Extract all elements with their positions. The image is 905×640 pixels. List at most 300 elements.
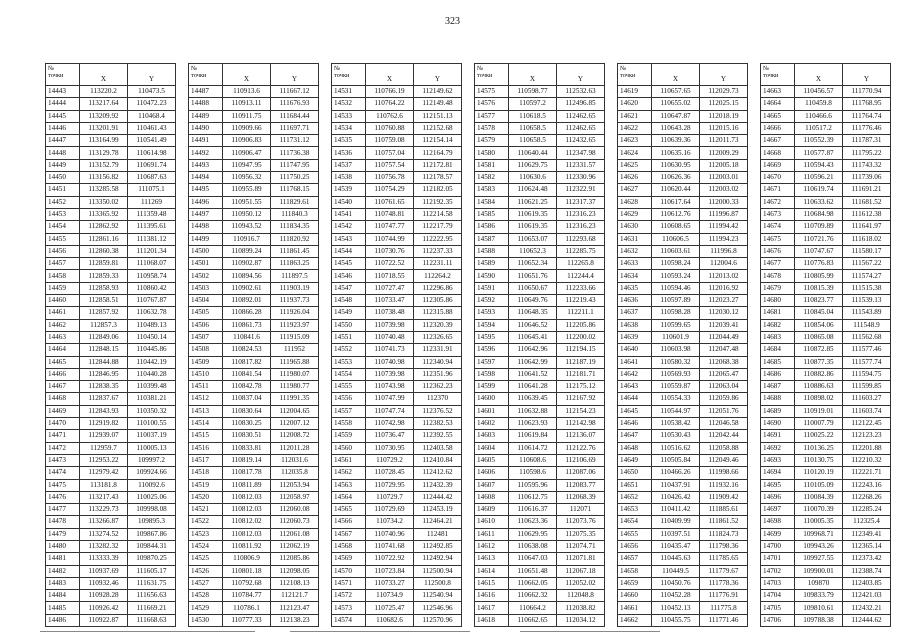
table-row xyxy=(46,245,176,257)
point-number-cell: 14551 xyxy=(332,331,366,343)
point-number-cell: 14667 xyxy=(761,135,795,147)
y-coordinate-cell: 112432.65 xyxy=(557,135,605,147)
x-coordinate-cell: 110608.6 xyxy=(509,454,557,466)
table-row xyxy=(618,491,748,503)
x-coordinate-cell: 110744.99 xyxy=(366,233,414,245)
header-point-number xyxy=(761,64,795,86)
point-number-cell: 14591 xyxy=(475,282,509,294)
y-coordinate-cell: 112444.62 xyxy=(843,614,891,626)
y-coordinate-cell: 112349.41 xyxy=(843,528,891,540)
y-coordinate-cell: 112325.4 xyxy=(843,516,891,528)
header-point-label: точки xyxy=(477,71,493,79)
x-coordinate-cell: 110722.52 xyxy=(366,258,414,270)
x-coordinate-cell: 110812.03 xyxy=(223,491,271,503)
y-coordinate-cell: 112038.82 xyxy=(557,602,605,614)
x-coordinate-cell: 110812.03 xyxy=(223,504,271,516)
point-number-cell: 14595 xyxy=(475,331,509,343)
x-coordinate-cell: 110817.82 xyxy=(223,356,271,368)
y-coordinate-cell: 111834.35 xyxy=(271,221,319,233)
x-coordinate-cell: 110409.99 xyxy=(652,516,700,528)
point-number-cell: 14584 xyxy=(475,196,509,208)
x-coordinate-cell: 112837.67 xyxy=(80,393,128,405)
y-coordinate-cell: 111829.61 xyxy=(271,196,319,208)
x-coordinate-cell: 110084.39 xyxy=(795,491,843,503)
y-coordinate-cell: 111669.21 xyxy=(128,602,176,614)
table-row xyxy=(189,565,319,577)
table-row xyxy=(189,159,319,171)
y-coordinate-cell: 112152.68 xyxy=(414,122,462,134)
point-number-cell: 14568 xyxy=(332,540,366,552)
point-number-cell: 14529 xyxy=(189,602,223,614)
x-coordinate-cell: 110886.63 xyxy=(795,381,843,393)
y-coordinate-cell: 112331.57 xyxy=(557,159,605,171)
x-coordinate-cell: 110612.76 xyxy=(652,208,700,220)
table-row xyxy=(475,479,605,491)
x-coordinate-cell: 110830.51 xyxy=(223,430,271,442)
table-row xyxy=(618,245,748,257)
y-coordinate-cell: 112071.81 xyxy=(557,553,605,565)
point-number-cell: 14693 xyxy=(761,454,795,466)
x-coordinate-cell: 110505.84 xyxy=(652,454,700,466)
y-coordinate-cell: 112315.88 xyxy=(414,307,462,319)
point-number-cell: 14694 xyxy=(761,467,795,479)
point-number-cell: 14458 xyxy=(46,270,80,282)
y-coordinate-cell: 112403.85 xyxy=(843,577,891,589)
y-coordinate-cell: 112067.18 xyxy=(557,565,605,577)
table-row xyxy=(332,110,462,122)
y-coordinate-cell: 112181.71 xyxy=(557,368,605,380)
x-coordinate-cell: 110842.78 xyxy=(223,381,271,393)
table-row xyxy=(332,172,462,184)
table-row xyxy=(46,270,176,282)
table-row xyxy=(46,553,176,565)
x-coordinate-cell: 113209.92 xyxy=(80,110,128,122)
table-row xyxy=(46,86,176,98)
x-coordinate-cell: 112939.07 xyxy=(80,430,128,442)
table-row xyxy=(189,516,319,528)
point-number-cell: 14490 xyxy=(189,122,223,134)
x-coordinate-cell: 110729.2 xyxy=(366,454,414,466)
y-coordinate-cell: 111776.91 xyxy=(700,590,748,602)
x-coordinate-cell: 110741.73 xyxy=(366,344,414,356)
table-row xyxy=(475,86,605,98)
point-number-cell: 14455 xyxy=(46,233,80,245)
point-number-cell: 14547 xyxy=(332,282,366,294)
y-coordinate-cell: 112039.41 xyxy=(700,319,748,331)
y-coordinate-cell: 112403.58 xyxy=(414,442,462,454)
y-coordinate-cell: 111395.61 xyxy=(128,221,176,233)
point-number-cell: 14608 xyxy=(475,491,509,503)
point-number-cell: 14640 xyxy=(618,344,652,356)
x-coordinate-cell: 110906.83 xyxy=(223,135,271,147)
y-coordinate-cell: 110691.74 xyxy=(128,159,176,171)
x-coordinate-cell: 110837.04 xyxy=(223,393,271,405)
x-coordinate-cell: 110741.68 xyxy=(366,540,414,552)
x-coordinate-cell: 110594.46 xyxy=(652,282,700,294)
y-coordinate-cell: 110489.13 xyxy=(128,319,176,331)
point-number-cell: 14513 xyxy=(189,405,223,417)
y-coordinate-cell: 112331.91 xyxy=(414,344,462,356)
y-coordinate-cell: 111776.46 xyxy=(843,122,891,134)
y-coordinate-cell: 112013.02 xyxy=(700,270,748,282)
point-number-cell: 14638 xyxy=(618,319,652,331)
y-coordinate-cell: 111861.45 xyxy=(271,245,319,257)
y-coordinate-cell: 112464.21 xyxy=(414,516,462,528)
y-coordinate-cell: 112492.94 xyxy=(414,553,462,565)
y-coordinate-cell: 112154.14 xyxy=(414,135,462,147)
table-row xyxy=(618,233,748,245)
y-coordinate-cell: 112192.35 xyxy=(414,196,462,208)
table-row xyxy=(761,528,891,540)
coordinate-table xyxy=(45,63,175,624)
point-number-cell: 14511 xyxy=(189,381,223,393)
y-coordinate-cell: 110025.06 xyxy=(128,491,176,503)
point-number-cell: 14641 xyxy=(618,356,652,368)
header-y xyxy=(843,64,891,86)
x-coordinate-cell: 110739.98 xyxy=(366,368,414,380)
table-row xyxy=(475,540,605,552)
table-row xyxy=(189,602,319,614)
x-coordinate-cell: 110728.45 xyxy=(366,467,414,479)
table-row xyxy=(761,454,891,466)
point-number-cell: 14646 xyxy=(618,418,652,430)
table-row xyxy=(618,319,748,331)
table-row xyxy=(475,295,605,307)
point-number-cell: 14502 xyxy=(189,270,223,282)
point-number-cell: 14489 xyxy=(189,110,223,122)
table-row xyxy=(46,319,176,331)
point-number-cell: 14621 xyxy=(618,110,652,122)
y-coordinate-cell: 111768.15 xyxy=(271,184,319,196)
y-coordinate-cell: 112075.35 xyxy=(557,528,605,540)
table-row xyxy=(332,577,462,589)
x-coordinate-cell: 110426.42 xyxy=(652,491,700,503)
y-coordinate-cell: 111787.31 xyxy=(843,135,891,147)
y-coordinate-cell: 111577.74 xyxy=(843,356,891,368)
x-coordinate-cell: 110630.95 xyxy=(652,159,700,171)
x-coordinate-cell: 110626.36 xyxy=(652,172,700,184)
table-row xyxy=(46,110,176,122)
x-coordinate-cell: 110649.76 xyxy=(509,295,557,307)
header-x xyxy=(509,64,557,86)
x-coordinate-cell: 110614.72 xyxy=(509,442,557,454)
y-coordinate-cell: 112546.96 xyxy=(414,602,462,614)
y-coordinate-cell: 110350.32 xyxy=(128,405,176,417)
table-row xyxy=(475,122,605,134)
table-row xyxy=(761,196,891,208)
point-number-cell: 14581 xyxy=(475,159,509,171)
y-coordinate-cell: 112044.49 xyxy=(700,331,748,343)
x-coordinate-cell: 110651.48 xyxy=(509,565,557,577)
table-row xyxy=(475,98,605,110)
y-coordinate-cell: 112004.6 xyxy=(700,258,748,270)
point-number-cell: 14567 xyxy=(332,528,366,540)
point-number-cell: 14515 xyxy=(189,430,223,442)
y-coordinate-cell: 112330.96 xyxy=(557,172,605,184)
y-coordinate-cell: 110442.19 xyxy=(128,356,176,368)
table-row xyxy=(475,418,605,430)
y-coordinate-cell: 111998.66 xyxy=(700,467,748,479)
point-number-cell: 14601 xyxy=(475,405,509,417)
table-row xyxy=(46,602,176,614)
table-row xyxy=(46,184,176,196)
y-coordinate-cell: 111697.71 xyxy=(271,122,319,134)
x-coordinate-cell: 110740.96 xyxy=(366,528,414,540)
point-number-cell: 14690 xyxy=(761,418,795,430)
table-row xyxy=(332,602,462,614)
point-number-cell: 14575 xyxy=(475,86,509,98)
x-coordinate-cell: 110894.56 xyxy=(223,270,271,282)
table-row xyxy=(189,172,319,184)
x-coordinate-cell: 110629.95 xyxy=(509,528,557,540)
x-coordinate-cell: 109968.71 xyxy=(795,528,843,540)
table-row xyxy=(618,430,748,442)
point-number-cell: 14492 xyxy=(189,147,223,159)
x-coordinate-cell: 110598.6 xyxy=(509,467,557,479)
y-coordinate-cell: 112059.86 xyxy=(700,393,748,405)
table-row xyxy=(761,590,891,602)
x-coordinate-cell: 110598.28 xyxy=(652,307,700,319)
y-coordinate-cell: 111548.9 xyxy=(843,319,891,331)
table-row xyxy=(332,122,462,134)
header-point-number xyxy=(618,64,652,86)
point-number-cell: 14680 xyxy=(761,295,795,307)
point-number-cell: 14475 xyxy=(46,479,80,491)
table-row xyxy=(189,454,319,466)
table-row xyxy=(332,442,462,454)
table-row xyxy=(332,418,462,430)
table-row xyxy=(761,208,891,220)
y-coordinate-cell: 112154.23 xyxy=(557,405,605,417)
point-number-cell: 14464 xyxy=(46,344,80,356)
x-coordinate-cell: 110824.53 xyxy=(223,344,271,356)
y-coordinate-cell: 111750.25 xyxy=(271,172,319,184)
x-coordinate-cell: 110743.98 xyxy=(366,381,414,393)
y-coordinate-cell: 112015.16 xyxy=(700,122,748,134)
table-row xyxy=(761,307,891,319)
point-number-cell: 14544 xyxy=(332,245,366,257)
y-coordinate-cell: 112065.47 xyxy=(700,368,748,380)
header-no-label: № xyxy=(334,65,341,72)
x-coordinate-cell: 110456.57 xyxy=(795,86,843,98)
point-number-cell: 14498 xyxy=(189,221,223,233)
table-row xyxy=(618,270,748,282)
table-row xyxy=(618,540,748,552)
y-coordinate-cell: 112412.62 xyxy=(414,467,462,479)
y-coordinate-cell: 111965.88 xyxy=(271,356,319,368)
x-coordinate-cell: 110466.26 xyxy=(652,467,700,479)
point-number-cell: 14569 xyxy=(332,553,366,565)
table-row xyxy=(332,196,462,208)
x-coordinate-cell: 110882.86 xyxy=(795,368,843,380)
table-row xyxy=(189,356,319,368)
x-coordinate-cell: 110748.81 xyxy=(366,208,414,220)
table-row xyxy=(332,430,462,442)
y-coordinate-cell: 112098.05 xyxy=(271,565,319,577)
x-coordinate-cell: 110437.91 xyxy=(652,479,700,491)
table-row xyxy=(46,258,176,270)
table-row xyxy=(46,147,176,159)
point-number-cell: 14615 xyxy=(475,577,509,589)
x-coordinate-cell: 110815.39 xyxy=(795,282,843,294)
table-row xyxy=(332,86,462,98)
point-number-cell: 14471 xyxy=(46,430,80,442)
x-coordinate-cell: 110648.35 xyxy=(509,307,557,319)
y-coordinate-cell: 112210.32 xyxy=(843,454,891,466)
y-coordinate-cell: 111937.73 xyxy=(271,295,319,307)
point-number-cell: 14675 xyxy=(761,233,795,245)
x-coordinate-cell: 110913.11 xyxy=(223,98,271,110)
table-row xyxy=(475,245,605,257)
y-coordinate-cell: 111861.52 xyxy=(700,516,748,528)
table-row xyxy=(475,491,605,503)
point-number-cell: 14552 xyxy=(332,344,366,356)
x-coordinate-cell: 110902.87 xyxy=(223,258,271,270)
y-coordinate-cell: 112071 xyxy=(557,504,605,516)
x-coordinate-cell: 112849.06 xyxy=(80,331,128,343)
y-coordinate-cell: 111840.3 xyxy=(271,208,319,220)
x-coordinate-cell: 110747.77 xyxy=(366,221,414,233)
point-number-cell: 14453 xyxy=(46,208,80,220)
y-coordinate-cell: 112316.23 xyxy=(557,221,605,233)
x-coordinate-cell: 110516.62 xyxy=(652,442,700,454)
y-coordinate-cell: 111574.27 xyxy=(843,270,891,282)
point-number-cell: 14473 xyxy=(46,454,80,466)
y-coordinate-cell: 112453.19 xyxy=(414,504,462,516)
x-coordinate-cell: 110736.47 xyxy=(366,430,414,442)
point-number-cell: 14476 xyxy=(46,491,80,503)
header-y-label: Y xyxy=(291,74,298,83)
point-number-cell: 14519 xyxy=(189,479,223,491)
table-row xyxy=(189,614,319,626)
y-coordinate-cell: 111736.38 xyxy=(271,147,319,159)
y-coordinate-cell: 109998.08 xyxy=(128,504,176,516)
table-row xyxy=(761,86,891,98)
point-number-cell: 14465 xyxy=(46,356,80,368)
x-coordinate-cell: 110466.6 xyxy=(795,110,843,122)
point-number-cell: 14598 xyxy=(475,368,509,380)
point-number-cell: 14664 xyxy=(761,98,795,110)
table-row xyxy=(761,221,891,233)
y-coordinate-cell: 111785.65 xyxy=(700,553,748,565)
table-row xyxy=(618,454,748,466)
point-number-cell: 14470 xyxy=(46,418,80,430)
y-coordinate-cell: 110092.6 xyxy=(128,479,176,491)
x-coordinate-cell: 113350.02 xyxy=(80,196,128,208)
y-coordinate-cell: 112214.58 xyxy=(414,208,462,220)
table-header-row xyxy=(332,64,462,86)
table-row xyxy=(475,393,605,405)
point-number-cell: 14587 xyxy=(475,233,509,245)
point-number-cell: 14656 xyxy=(618,540,652,552)
point-number-cell: 14495 xyxy=(189,184,223,196)
point-number-cell: 14698 xyxy=(761,516,795,528)
table-row xyxy=(761,442,891,454)
y-coordinate-cell: 112388.74 xyxy=(843,565,891,577)
coordinate-table xyxy=(760,63,890,624)
y-coordinate-cell: 112217.79 xyxy=(414,221,462,233)
y-coordinate-cell: 111778.36 xyxy=(700,577,748,589)
x-coordinate-cell: 110913.6 xyxy=(223,86,271,98)
x-coordinate-cell: 110619.35 xyxy=(509,221,557,233)
x-coordinate-cell: 113164.99 xyxy=(80,135,128,147)
x-coordinate-cell: 110120.19 xyxy=(795,467,843,479)
table-row xyxy=(618,553,748,565)
point-number-cell: 14645 xyxy=(618,405,652,417)
point-number-cell: 14696 xyxy=(761,491,795,503)
x-coordinate-cell: 110445.63 xyxy=(652,553,700,565)
point-number-cell: 14469 xyxy=(46,405,80,417)
y-coordinate-cell: 112031.6 xyxy=(271,454,319,466)
x-coordinate-cell: 110792.68 xyxy=(223,577,271,589)
y-coordinate-cell: 111594.75 xyxy=(843,368,891,380)
y-coordinate-cell: 112392.55 xyxy=(414,430,462,442)
x-coordinate-cell: 110616.37 xyxy=(509,504,557,516)
header-x xyxy=(652,64,700,86)
point-number-cell: 14486 xyxy=(46,614,80,626)
x-coordinate-cell: 113285.58 xyxy=(80,184,128,196)
point-number-cell: 14625 xyxy=(618,159,652,171)
header-y xyxy=(414,64,462,86)
table-row xyxy=(475,135,605,147)
y-coordinate-cell: 112264.2 xyxy=(414,270,462,282)
table-row xyxy=(189,122,319,134)
table-row xyxy=(189,270,319,282)
x-coordinate-cell: 110718.55 xyxy=(366,270,414,282)
x-coordinate-cell: 110932.46 xyxy=(80,577,128,589)
point-number-cell: 14589 xyxy=(475,258,509,270)
y-coordinate-cell: 110461.43 xyxy=(128,122,176,134)
y-coordinate-cell: 112347.98 xyxy=(557,147,605,159)
x-coordinate-cell: 110577.87 xyxy=(795,147,843,159)
point-number-cell: 14561 xyxy=(332,454,366,466)
x-coordinate-cell: 110740.98 xyxy=(366,356,414,368)
y-coordinate-cell: 111567.22 xyxy=(843,258,891,270)
y-coordinate-cell: 112018.19 xyxy=(700,110,748,122)
point-number-cell: 14553 xyxy=(332,356,366,368)
table-row xyxy=(618,221,748,233)
y-coordinate-cell: 111863.25 xyxy=(271,258,319,270)
point-number-cell: 14570 xyxy=(332,565,366,577)
point-number-cell: 14564 xyxy=(332,491,366,503)
point-number-cell: 14512 xyxy=(189,393,223,405)
y-coordinate-cell: 110473.5 xyxy=(128,86,176,98)
y-coordinate-cell: 111798.36 xyxy=(700,540,748,552)
x-coordinate-cell: 113220.2 xyxy=(80,86,128,98)
point-number-cell: 14674 xyxy=(761,221,795,233)
x-coordinate-cell: 110603.61 xyxy=(652,245,700,257)
point-number-cell: 14632 xyxy=(618,245,652,257)
x-coordinate-cell: 110638.08 xyxy=(509,540,557,552)
x-coordinate-cell: 113365.92 xyxy=(80,208,128,220)
point-number-cell: 14610 xyxy=(475,516,509,528)
point-number-cell: 14593 xyxy=(475,307,509,319)
header-no-label: № xyxy=(48,65,55,72)
table-header-row xyxy=(475,64,605,86)
x-coordinate-cell: 110947.95 xyxy=(223,159,271,171)
x-coordinate-cell: 110642.99 xyxy=(509,356,557,368)
y-coordinate-cell: 111577.46 xyxy=(843,344,891,356)
x-coordinate-cell: 110130.75 xyxy=(795,454,843,466)
x-coordinate-cell: 110657.65 xyxy=(652,86,700,98)
y-coordinate-cell: 112351.96 xyxy=(414,368,462,380)
y-coordinate-cell: 112265.8 xyxy=(557,258,605,270)
point-number-cell: 14504 xyxy=(189,295,223,307)
point-number-cell: 14605 xyxy=(475,454,509,466)
table-row xyxy=(475,553,605,565)
point-number-cell: 14704 xyxy=(761,590,795,602)
y-coordinate-cell: 112492.85 xyxy=(414,540,462,552)
